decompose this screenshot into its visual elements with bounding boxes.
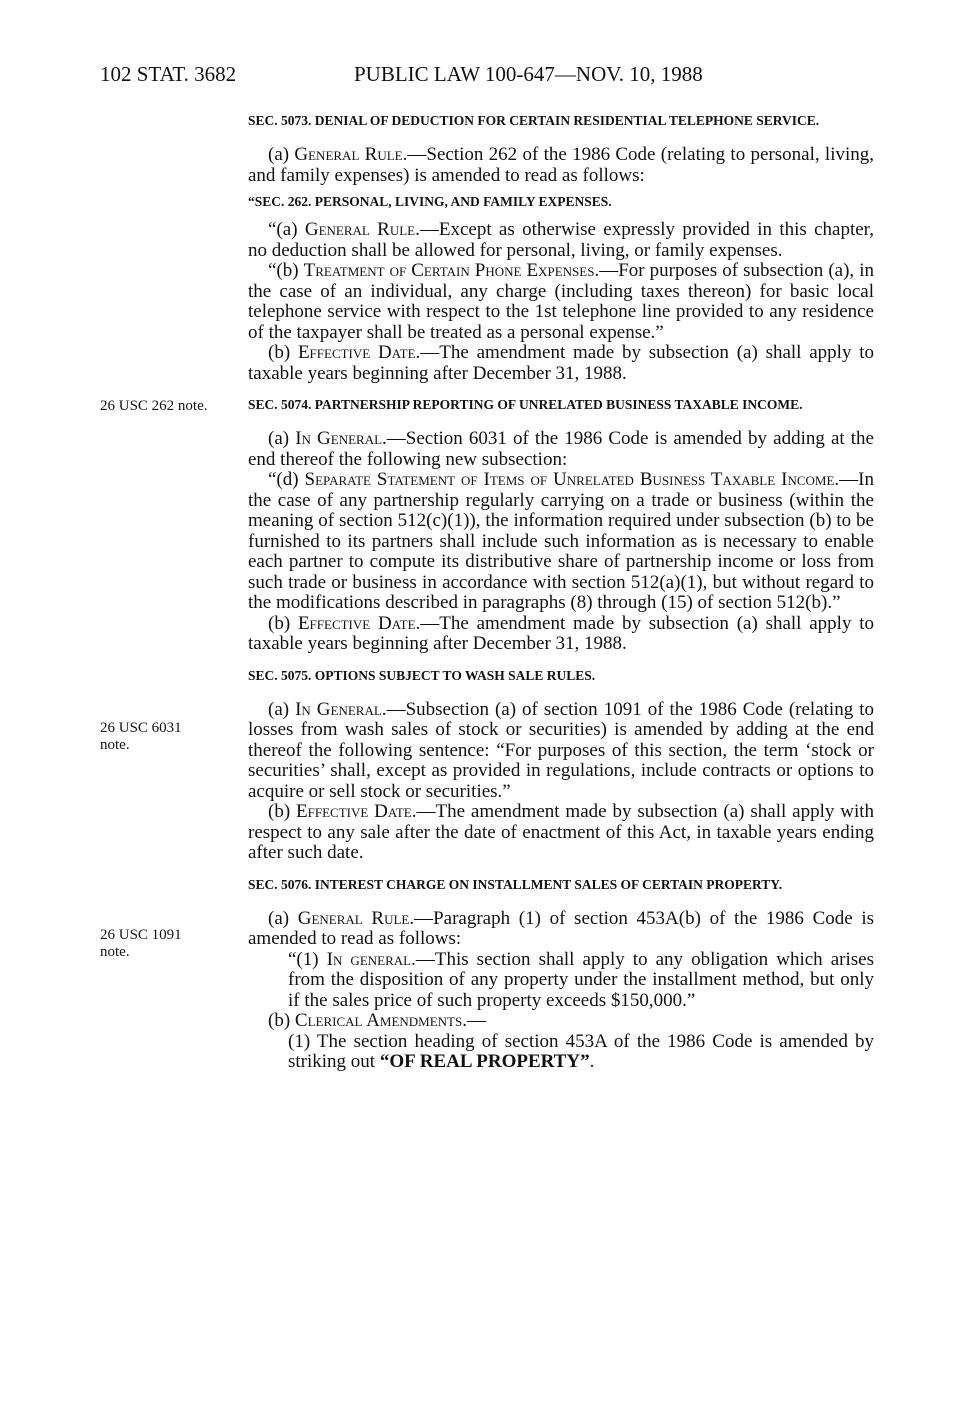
caption: Effective Date.: [297, 342, 421, 363]
label: “(d): [268, 469, 305, 490]
caption: Effective Date.: [296, 801, 417, 822]
label: (b): [268, 612, 298, 634]
label: (a): [268, 428, 296, 449]
label: “(a): [268, 219, 305, 240]
struck-heading-text: “OF REAL PROPERTY”: [379, 1051, 590, 1072]
caption: Clerical Amendments.: [294, 1010, 467, 1031]
text: —The amendment made by subsection (a) shall apply to taxable years beginning after December 31, 1988.: [248, 342, 875, 384]
paragraph-453a-b-1: [248, 950, 874, 1012]
caption: Separate Statement of Items of Unrelated Business Taxable Income.: [304, 469, 840, 490]
law-title: PUBLIC LAW 100-647—NOV. 10, 1988: [354, 62, 703, 86]
paragraph-5074-b: [248, 614, 874, 655]
section-heading-5076: SEC. 5076. INTEREST CHARGE ON INSTALLMENT SALES OF CERTAIN PROPERTY.: [248, 876, 783, 892]
label: “(b): [268, 260, 304, 281]
caption: General Rule.: [297, 907, 415, 929]
paragraph-6031-d: [248, 470, 874, 614]
text: —Except as otherwise expressly provided in this chapter, no deduction shall be allowed for personal, living, or family expenses.: [248, 219, 874, 261]
text: —: [466, 1010, 486, 1031]
margin-note-line: 26 USC 6031: [100, 720, 182, 736]
label: (a): [268, 907, 298, 929]
stat-citation: 102 STAT. 3682: [100, 62, 237, 86]
paragraph-262-a: [248, 220, 874, 261]
text: —The amendment made by subsection (a) shall apply with respect to any sale after the date of enactment of this Act, in taxable years ending after such date.: [248, 801, 875, 863]
text: —Subsection (a) of section 1091 of the 1986 Code (relating to losses from wash sales of stock or securities) is amended by adding at the end thereof the following sentence: “For purposes of this section, the term ‘stock or securities’ shall, except as provided in regulations, include contracts or options to acquire or sell stock or securities.”: [248, 698, 874, 802]
text: —Paragraph (1) of section 453A(b) of the 1986 Code is amended to read as follows:: [248, 907, 875, 949]
caption: In General.: [295, 428, 387, 449]
paragraph-5076-b: [248, 1011, 874, 1032]
caption: Effective Date.: [297, 612, 421, 634]
text: —Section 262 of the 1986 Code (relating to personal, living, and family expenses) is amended to read as follows:: [248, 144, 874, 186]
text-end: .: [589, 1051, 595, 1072]
main-text: [248, 112, 874, 1073]
section-heading-5074: SEC. 5074. PARTNERSHIP REPORTING OF UNRELATED BUSINESS TAXABLE INCOME.: [248, 397, 803, 412]
paragraph-5076-b-1: [248, 1032, 874, 1073]
margin-note-6031: [100, 720, 240, 754]
label: (b): [268, 342, 298, 363]
margin-note-line: 26 USC 1091: [100, 927, 182, 943]
paragraph-5076-a: [248, 909, 874, 950]
margin-note-1091: [100, 927, 240, 961]
page-header: [100, 62, 880, 92]
label: (b): [268, 801, 297, 822]
paragraph-5073-b: [248, 343, 874, 384]
quoted-section-heading-262: “SEC. 262. PERSONAL, LIVING, AND FAMILY EXPENSES.: [248, 194, 612, 209]
paragraph-5073-a: [248, 145, 874, 186]
caption: General Rule.: [304, 219, 420, 240]
text: —This section shall apply to any obligation which arises from the disposition of any property under the installment method, but only if the sales price of such property exceeds $150,000.”: [288, 948, 874, 1011]
paragraph-5075-a: [248, 700, 874, 803]
text: (1) The section heading of section 453A of the 1986 Code is amended by striking out: [288, 1030, 874, 1072]
label: (a): [268, 144, 295, 165]
margin-note-line: note.: [100, 944, 130, 960]
text: —Section 6031 of the 1986 Code is amended by adding at the end thereof the following new subsection:: [248, 428, 874, 470]
paragraph-262-b: [248, 261, 874, 343]
margin-note-line: note.: [100, 737, 130, 753]
paragraph-5075-b: [248, 802, 874, 864]
caption: General Rule.: [294, 144, 408, 165]
text: —In the case of any partnership regularly carrying on a trade or business (within the meaning of section 512(c)(1)), the information required under subsection (b) to be furnished to its partners shall include such information as is necessary to enable each partner to compute its distributive share of partnership income or loss from such trade or business in accordance with section 512(a)(1), but without regard to the modifications described in paragraphs (8) through (15) of section 512(b).”: [248, 469, 874, 613]
text: —The amendment made by subsection (a) shall apply to taxable years beginning after December 31, 1988.: [248, 612, 875, 654]
label: (a): [268, 698, 296, 720]
caption: In General.: [295, 698, 387, 720]
label: (b): [268, 1010, 295, 1031]
paragraph-5074-a: [248, 429, 874, 470]
section-heading-5075: SEC. 5075. OPTIONS SUBJECT TO WASH SALE RULES.: [248, 667, 596, 683]
section-heading-5073: SEC. 5073. DENIAL OF DEDUCTION FOR CERTAIN RESIDENTIAL TELEPHONE SERVICE.: [248, 113, 820, 128]
label: “(1): [288, 948, 327, 970]
caption: Treatment of Certain Phone Expenses.: [303, 260, 600, 281]
text: —For purposes of subsection (a), in the case of an individual, any charge (including taxes thereon) for basic local telephone service with respect to the 1st telephone line provided to any residence of the taxpayer shall be treated as a personal expense.”: [248, 260, 874, 343]
margin-note-262: 26 USC 262 note.: [100, 398, 208, 414]
caption: In general.: [326, 948, 416, 970]
